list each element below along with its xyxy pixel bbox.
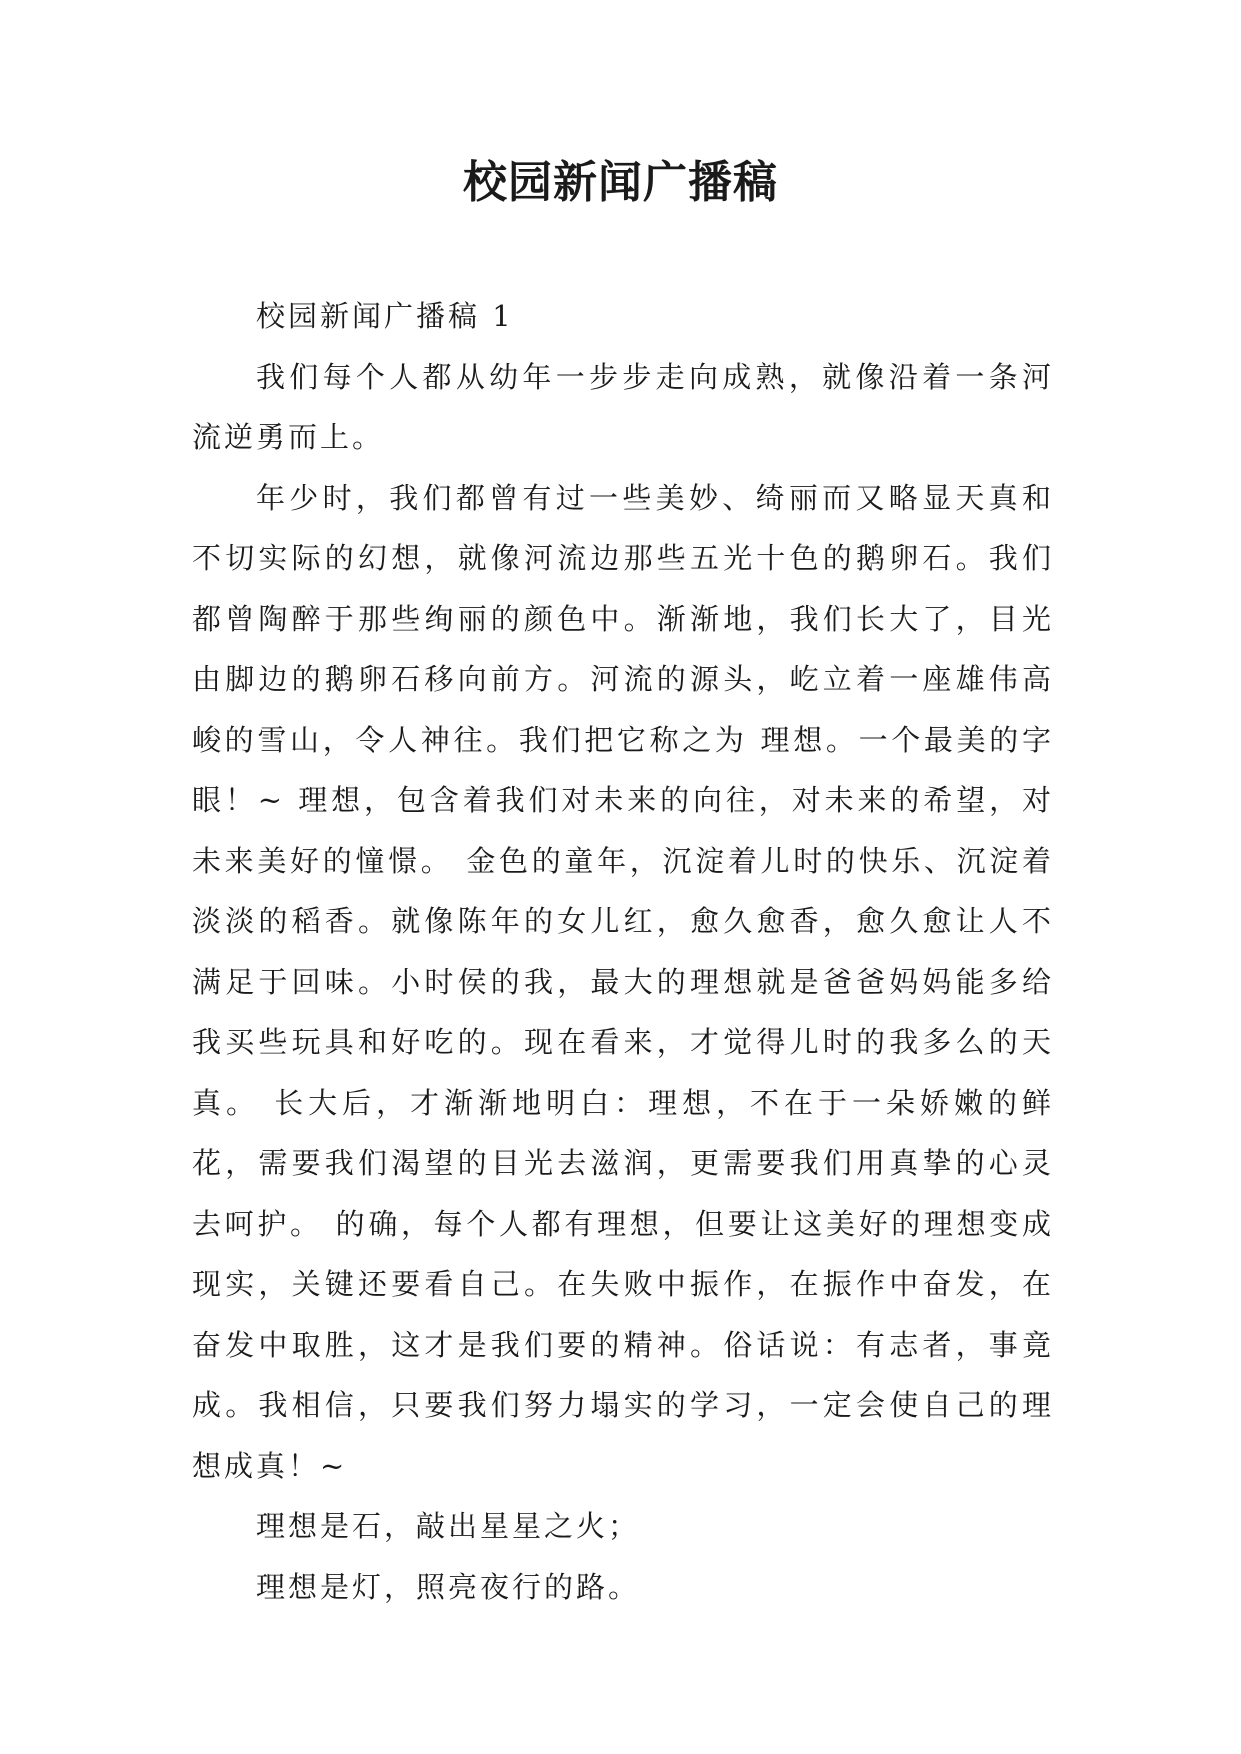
section-heading: 校园新闻广播稿 1: [256, 299, 514, 333]
paragraph-closing-line-1: 理想是石，敲出星星之火；: [256, 1509, 641, 1543]
paragraph-closing-line-2: 理想是灯，照亮夜行的路。: [256, 1569, 641, 1604]
paragraph-intro: 我们每个人都从幼年一步步走向成熟，就像沿着一条河流逆勇而上。: [192, 359, 1054, 454]
document-body: [192, 286, 1054, 1617]
document-title: 校园新闻广播稿: [463, 157, 778, 208]
paragraph-main: 年少时，我们都曾有过一些美妙、绮丽而又略显天真和不切实际的幻想，就像河流边那些五光十色的鹅卵石。我们都曾陶醉于那些绚丽的颜色中。渐渐地，我们长大了，目光由脚边的鹅卵石移向前方。河流的源头，屹立着一座雄伟高峻的雪山，令人神往。我们把它称之为 理想。一个最美的字眼！~ 理想，包含着我们对未来的向往，对未来的希望，对未来美好的憧憬。 金色的童年，沉淀着儿时的快乐、沉淀着淡淡的稻香。就像陈年的女儿红，愈久愈香，愈久愈让人不满足于回味。小时侯的我，最大的理想就是爸爸妈妈能多给我买些玩具和好吃的。现在看来，才觉得儿时的我多么的天真。 长大后，才渐渐地明白：理想，不在于一朵娇嫩的鲜花，需要我们渴望的目光去滋润，更需要我们用真挚的心灵去呵护。 的确，每个人都有理想，但要让这美好的理想变成现实，关键还要看自己。在失败中振作，在振作中奋发，在奋发中取胜，这才是我们要的精神。俗话说：有志者，事竟成。我相信，只要我们努力塌实的学习，一定会使自己的理想成真！~: [192, 480, 1054, 1483]
